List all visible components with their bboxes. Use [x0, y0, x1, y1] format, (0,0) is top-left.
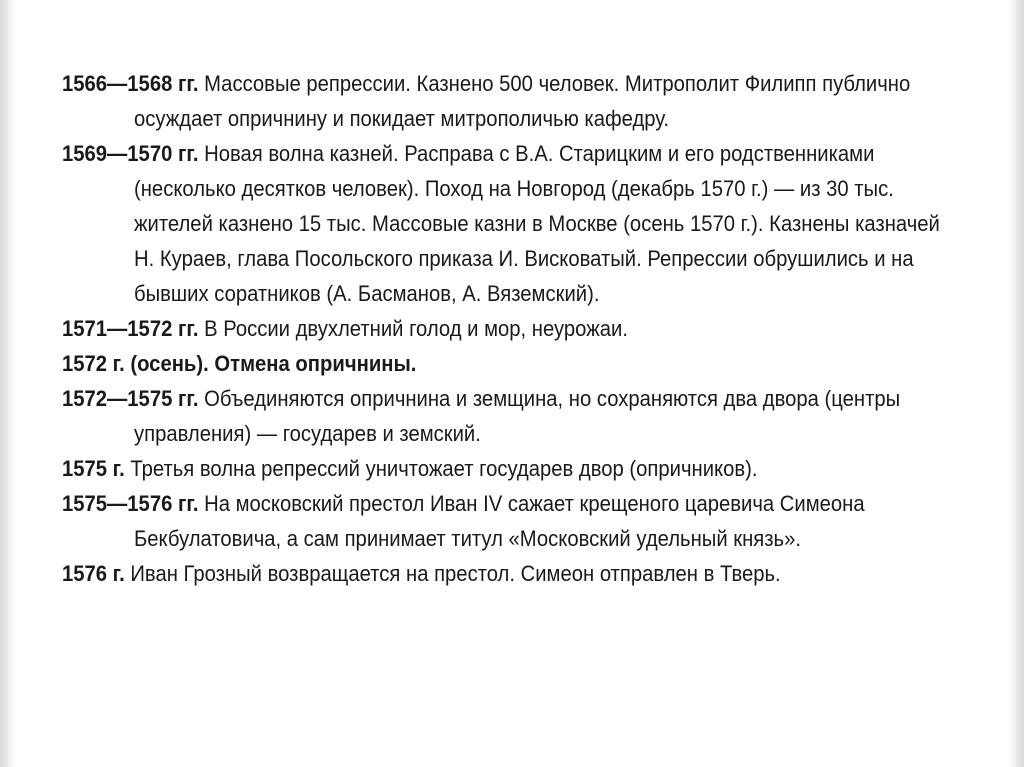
- entry-date: 1569—1570 гг.: [62, 141, 199, 166]
- entry-date: 1572—1575 гг.: [62, 386, 199, 411]
- chronology-entry: [62, 346, 962, 381]
- entry-date: 1572 г. (осень).: [62, 351, 209, 376]
- entry-text: Новая волна казней. Расправа с В.А. Старицким и его родственниками (несколько десятков человек). Поход на Новгород (декабрь 1570 г.) — из 30 тыс. жителей казнено 15 тыс. Массовые казни в Москве (осень 1570 г.). Казнены казначей Н. Кураев, глава Посольского приказа И. Висковатый. Репрессии обрушились и на бывших соратников (А. Басманов, А. Вяземский).: [134, 141, 940, 306]
- chronology-entry: [62, 486, 962, 556]
- entry-date: 1575—1576 гг.: [62, 491, 199, 516]
- entry-text: Объединяются опричнина и земщина, но сохраняются два двора (центры управления) — государев и земский.: [134, 386, 901, 446]
- entry-text: В России двухлетний голод и мор, неурожаи.: [204, 316, 628, 341]
- chronology-list: [62, 66, 962, 591]
- chronology-entry: [62, 556, 962, 591]
- entry-date: 1571—1572 гг.: [62, 316, 199, 341]
- entry-date: 1575 г.: [62, 456, 125, 481]
- chronology-entry: [62, 451, 962, 486]
- entry-text: Иван Грозный возвращается на престол. Симеон отправлен в Тверь.: [130, 561, 781, 586]
- chronology-entry: [62, 66, 962, 136]
- entry-text: Массовые репрессии. Казнено 500 человек. Митрополит Филипп публично осуждает опричнину и покидает митрополичью кафедру.: [134, 71, 911, 131]
- entry-date: 1566—1568 гг.: [62, 71, 199, 96]
- chronology-entry: [62, 381, 962, 451]
- entry-text: Третья волна репрессий уничтожает государев двор (опричников).: [130, 456, 758, 481]
- entry-text: Отмена опричнины.: [214, 351, 417, 376]
- chronology-entry: [62, 311, 962, 346]
- entry-date: 1576 г.: [62, 561, 125, 586]
- chronology-entry: [62, 136, 962, 311]
- entry-text: На московский престол Иван IV сажает крещеного царевича Симеона Бекбулатовича, а сам принимает титул «Московский удельный князь».: [134, 491, 865, 551]
